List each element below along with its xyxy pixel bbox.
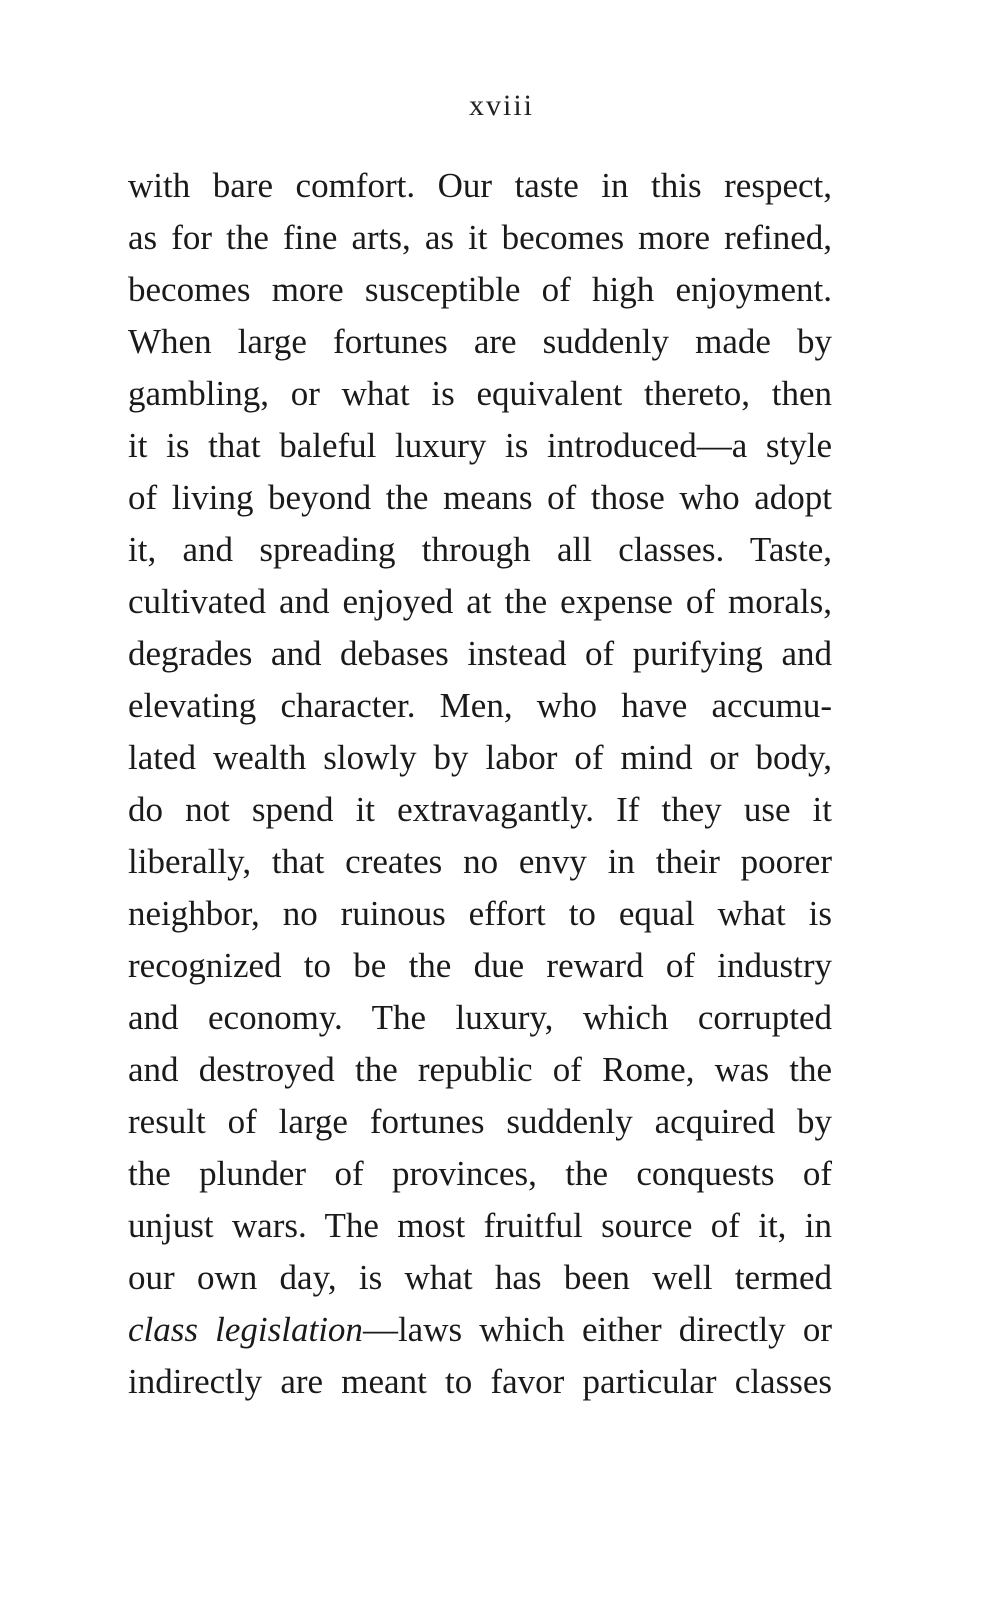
text-line: it is that baleful luxury is introduced—a style [128,426,832,465]
text-line: lated wealth slowly by labor of mind or body, [128,738,832,777]
text-line: indirectly are meant to favor particular classes [128,1362,832,1401]
text-line: do not spend it extravagantly. If they use it [128,790,832,829]
body-text [128,160,832,1408]
text-line: cultivated and enjoyed at the expense of morals, [128,582,832,621]
text-line: becomes more susceptible of high enjoyment. [128,270,832,309]
text-line-rest: —laws which either directly or [362,1310,832,1349]
text-line: our own day, is what has been well termed [128,1258,832,1297]
text-line: result of large fortunes suddenly acquired by [128,1102,832,1141]
text-line: gambling, or what is equivalent thereto, then [128,374,832,413]
text-line: it, and spreading through all classes. Taste, [128,530,832,569]
text-line: degrades and debases instead of purifying and [128,634,832,673]
text-line: liberally, that creates no envy in their poorer [128,842,832,881]
text-line: with bare comfort. Our taste in this respect, [128,166,832,205]
text-line: and economy. The luxury, which corrupted [128,998,832,1037]
page-number: xviii [468,89,534,122]
text-line-italic [128,1304,832,1356]
text-line: and destroyed the republic of Rome, was the [128,1050,832,1089]
text-line: neighbor, no ruinous effort to equal what is [128,894,832,933]
text-line: as for the fine arts, as it becomes more refined, [128,218,832,257]
text-line: the plunder of provinces, the conquests of [128,1154,832,1193]
text-line: recognized to be the due reward of industry [128,946,832,985]
text-line: When large fortunes are suddenly made by [128,322,832,361]
text-line: elevating character. Men, who have accumu- [128,686,832,725]
text-line: unjust wars. The most fruitful source of it, in [128,1206,832,1245]
text-line: of living beyond the means of those who adopt [128,478,832,517]
italic-phrase: class legislation [128,1310,363,1349]
